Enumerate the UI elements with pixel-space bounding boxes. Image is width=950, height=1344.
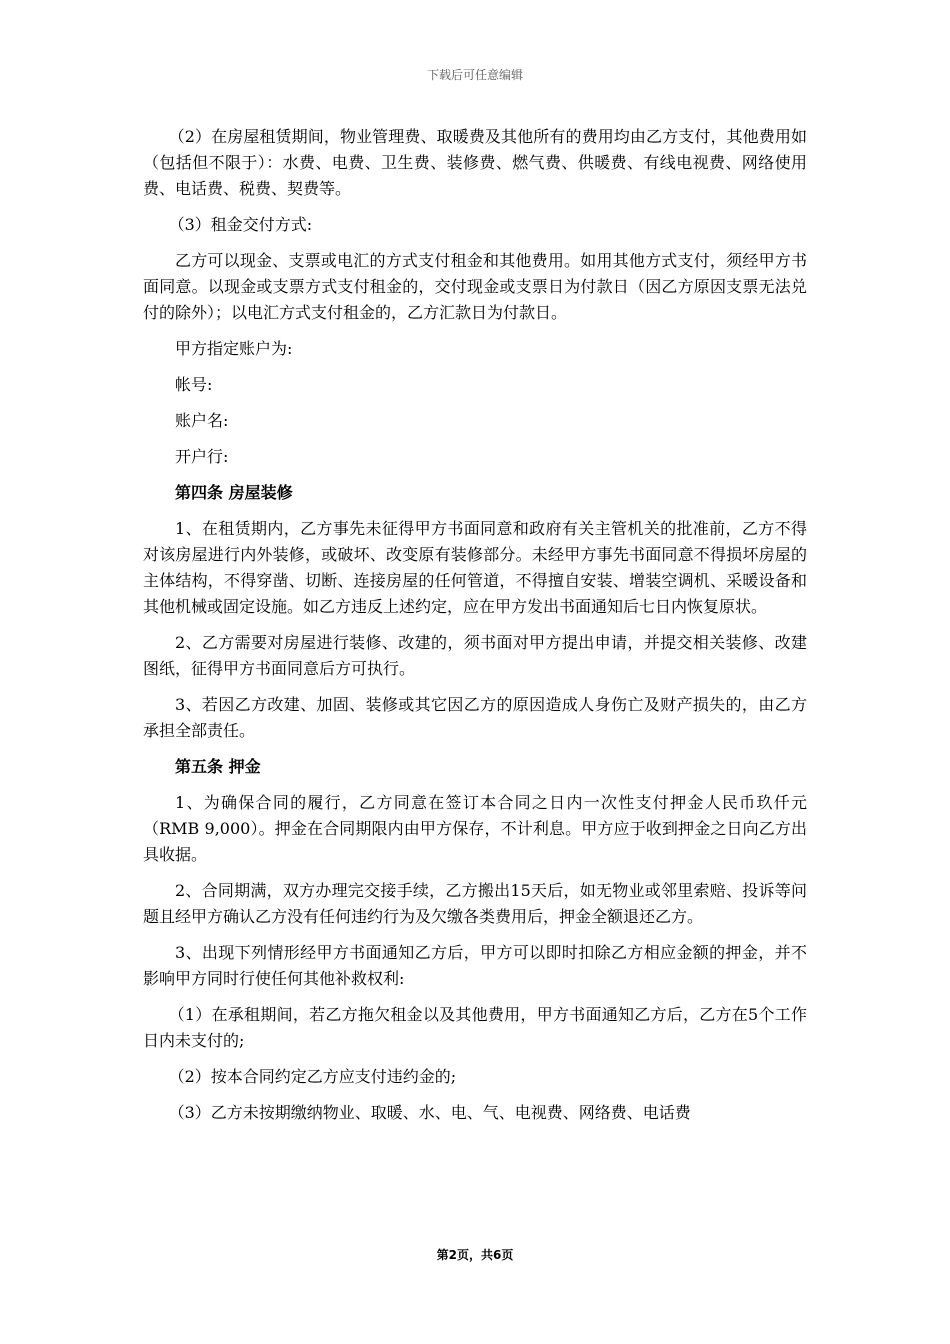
paragraph-account-name: 账户名: [175, 411, 229, 430]
page-footer: 第2页，共6页 [436, 1248, 514, 1262]
paragraph-deposit-case-2: （2）按本合同约定乙方应支付违约金的; [168, 1067, 457, 1086]
section-heading-deposit: 第五条 押金 [175, 757, 261, 776]
paragraph-deposit-case-1: （1）在承租期间，若乙方拖欠租金以及其他费用，甲方书面通知乙方后，乙方在5个工作日内未支付的; [143, 1005, 807, 1050]
paragraph-fees: （2）在房屋租赁期间，物业管理费、取暖费及其他所有的费用均由乙方支付，其他费用如（包括但不限于）：水费、电费、卫生费、装修费、燃气费、供暖费、有线电视费、网络使用费、电话费、税费、契费等。 [143, 127, 807, 198]
paragraph-renovation-3: 3、若因乙方改建、加固、装修或其它因乙方的原因造成人身伤亡及财产损失的，由乙方承担全部责任。 [143, 695, 807, 740]
paragraph-payment-method: 乙方可以现金、支票或电汇的方式支付租金和其他费用。如用其他方式支付，须经甲方书面同意。以现金或支票方式支付租金的，交付现金或支票日为付款日（因乙方原因支票无法兑付的除外）；以电汇方式支付租金的，乙方汇款日为付款日。 [143, 251, 807, 322]
paragraph-renovation-2: 2、乙方需要对房屋进行装修、改建的，须书面对甲方提出申请，并提交相关装修、改建图纸，征得甲方书面同意后方可执行。 [143, 633, 807, 678]
paragraph-deposit-case-3: （3）乙方未按期缴纳物业、取暖、水、电、气、电视费、网络费、电话费 [168, 1103, 691, 1122]
paragraph-bank: 开户行: [175, 447, 229, 466]
paragraph-account-number: 帐号: [175, 375, 213, 394]
paragraph-deposit-2: 2、合同期满，双方办理完交接手续，乙方搬出15天后，如无物业或邻里索赔、投诉等问题且经甲方确认乙方没有任何违约行为及欠缴各类费用后，押金全额退还乙方。 [143, 881, 807, 926]
paragraph-designated-account: 甲方指定账户为: [175, 339, 293, 358]
paragraph-deposit-3: 3、出现下列情形经甲方书面通知乙方后，甲方可以即时扣除乙方相应金额的押金，并不影响甲方同时行使任何其他补救权利: [143, 943, 807, 988]
section-heading-renovation: 第四条 房屋装修 [175, 483, 293, 502]
paragraph-renovation-1: 1、在租赁期内，乙方事先未征得甲方书面同意和政府有关主管机关的批准前，乙方不得对该房屋进行内外装修，或破坏、改变原有装修部分。未经甲方事先书面同意不得损坏房屋的主体结构，不得穿凿、切断、连接房屋的任何管道，不得擅自安装、增装空调机、采暖设备和其他机械或固定设施。如乙方违反上述约定，应在甲方发出书面通知后七日内恢复原状。 [143, 519, 807, 616]
document-body [143, 124, 807, 1136]
paragraph-deposit-1: 1、为确保合同的履行，乙方同意在签订本合同之日内一次性支付押金人民币玖仟元（RMB 9,000）。押金在合同期限内由甲方保存，不计利息。甲方应于收到押金之日向乙方出具收据。 [143, 793, 807, 864]
paragraph-payment-method-title: （3）租金交付方式: [168, 215, 313, 234]
page-header: 下载后可任意编辑 [426, 68, 523, 82]
